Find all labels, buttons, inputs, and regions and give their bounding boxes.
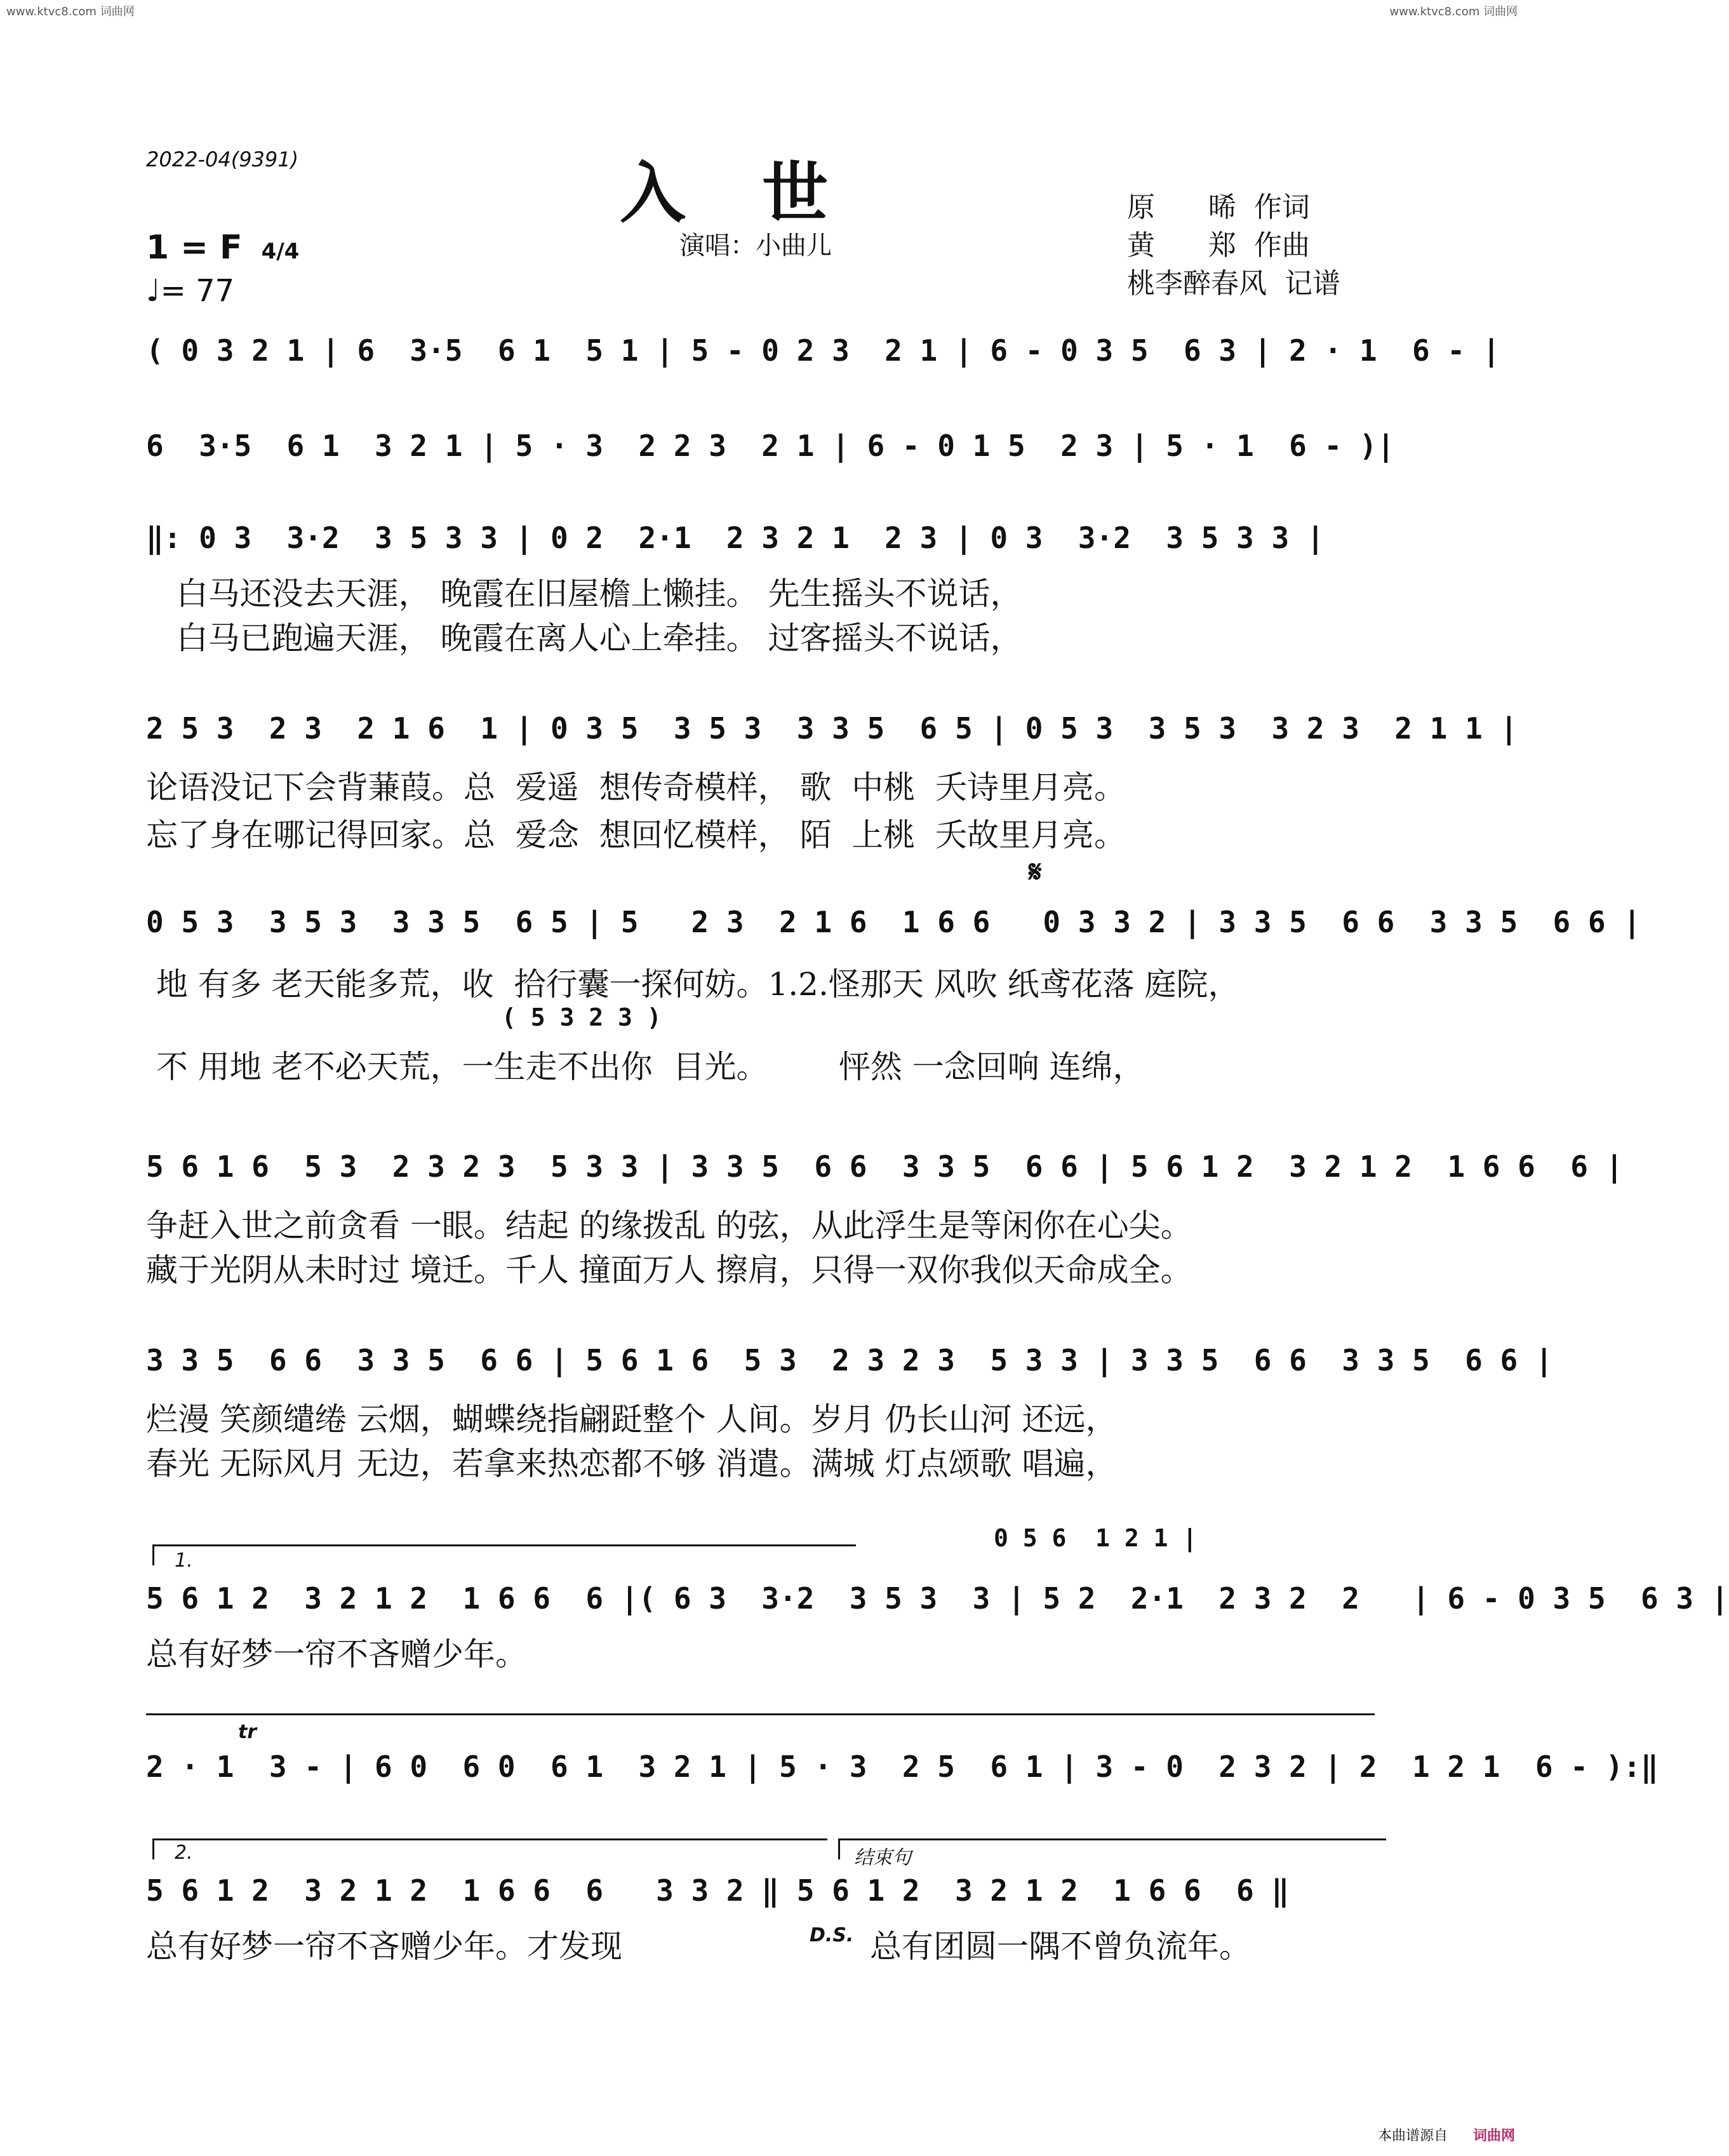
alternate-notes-2: 0 5 6 1 2 1 | [994,1524,1198,1552]
key: 1 = F [146,229,243,267]
site-watermark-left: www.ktvc8.com 词曲网 [6,5,135,18]
key-signature [146,229,299,267]
credit-composer: 黄 郑 作曲 [1127,229,1310,262]
lyric-line-4-verse-1: 论语没记下会背蒹葭。总 爱遥 想传奇模样， 歌 中桃 夭诗里月亮。 [146,769,1126,806]
ending-label: 结束句 [854,1847,911,1869]
credit-lyricist: 原 晞 作词 [1127,191,1310,224]
ending-bracket [838,1838,1386,1859]
lyric-line-3-verse-2: 白马已跑遍天涯， 晚霞在离人心上牵挂。 过客摇头不说话， [146,620,1022,657]
lyric-line-5-verse-2: 不 用地 老不必天荒，一生走不出你 目光。 怦然 一念回响 连绵， [146,1048,1145,1085]
lyric-line-7-verse-2: 春光 无际风月 无边，若拿来热恋都不够 消遣。满城 灯点颂歌 唱遍， [146,1445,1118,1482]
repeat-span-line [146,1713,1375,1715]
lyric-line-4-verse-2: 忘了身在哪记得回家。总 爱念 想回忆模样， 陌 上桃 夭故里月亮。 [146,817,1126,854]
lyric-line-8: 总有好梦一帘不吝赠少年。 [146,1636,527,1673]
singer: 演唱：小曲儿 [679,231,832,260]
trill-mark: tr [238,1721,257,1743]
score-line-3: ‖: 0 3 3·2 3 5 3 3 | 0 2 2·1 2 3 2 1 2 3 | 0 3 3·2 3 5 3 3 | [146,521,1325,555]
lyric-line-3-verse-1: 白马还没去天涯， 晚霞在旧屋檐上懒挂。 先生摇头不说话， [146,575,1022,612]
score-line-10: 5 6 1 2 3 2 1 2 1 6 6 6 3 3 2 ‖ 5 6 1 2 3 2 1 2 1 6 6 6 ‖ [146,1873,1290,1908]
score-line-8: 5 6 1 2 3 2 1 2 1 6 6 6 |( 6 3 3·2 3 5 3 3 | 5 2 2·1 2 3 2 2 | 6 - 0 3 5 6 3 | [146,1581,1729,1616]
score-line-4: 2 5 3 2 3 2 1 6 1 | 0 3 5 3 5 3 3 3 5 6 5 | 0 5 3 3 5 3 3 2 3 2 1 1 | [146,711,1518,746]
volta-2-label: 2. [175,1842,193,1864]
lyric-line-10-b: 总有团圆一隅不曾负流年。 [870,1928,1251,1965]
footer-source: 本曲谱源自 [1377,2128,1448,2144]
tempo: ♩= 77 [146,273,235,309]
footer-logo: 词曲网 [1472,2128,1515,2144]
credit-transcriber: 桃李醉春风 记谱 [1127,267,1340,300]
volta-1-label: 1. [175,1550,193,1572]
segno-mark: 𝄋 [1029,854,1042,890]
time-signature: 4/4 [261,239,300,264]
lyric-line-6-verse-2: 藏于光阴从未时过 境迁。千人 撞面万人 擦肩，只得一双你我似天命成全。 [146,1252,1192,1289]
score-line-9: 2 · 1 3 - | 6 0 6 0 6 1 3 2 1 | 5 · 3 2 5 6 1 | 3 - 0 2 3 2 | 2 1 2 1 6 - ):‖ [146,1750,1659,1784]
lyric-line-7-verse-1: 烂漫 笑颜缱绻 云烟，蝴蝶绕指翩跹整个 人间。岁月 仍长山河 还远， [146,1401,1118,1438]
song-title: 入世 [619,154,904,232]
score-line-1: ( 0 3 2 1 | 6 3·5 6 1 5 1 | 5 - 0 2 3 2 1 | 6 - 0 3 5 6 3 | 2 · 1 6 - | [146,333,1500,368]
lyric-line-5-verse-1: 地 有多 老天能多荒，收 拾行囊一探何妨。1.2.怪那天 风吹 纸鸢花落 庭院， [146,966,1240,1003]
date-code: 2022-04(9391) [146,147,299,171]
ds-mark: D.S. [810,1924,854,1946]
lyric-line-10-a: 总有好梦一帘不吝赠少年。才发现 [146,1928,622,1965]
score-line-7: 3 3 5 6 6 3 3 5 6 6 | 5 6 1 6 5 3 2 3 2 3 5 3 3 | 3 3 5 6 6 3 3 5 6 6 | [146,1343,1553,1377]
score-line-2: 6 3·5 6 1 3 2 1 | 5 · 3 2 2 3 2 1 | 6 - 0 1 5 2 3 | 5 · 1 6 - )| [146,429,1395,463]
alternate-notes: ( 5 3 2 3 ) [502,1003,662,1031]
score-line-6: 5 6 1 6 5 3 2 3 2 3 5 3 3 | 3 3 5 6 6 3 3 5 6 6 | 5 6 1 2 3 2 1 2 1 6 6 6 | [146,1149,1624,1184]
lyric-line-6-verse-1: 争赶入世之前贪看 一眼。结起 的缘拨乱 的弦，从此浮生是等闲你在心尖。 [146,1207,1192,1244]
site-watermark-right: www.ktvc8.com 词曲网 [1389,5,1518,18]
volta-2-bracket [152,1838,827,1859]
volta-1-bracket [152,1544,856,1565]
score-line-5: 0 5 3 3 5 3 3 3 5 6 5 | 5 2 3 2 1 6 1 6 6 0 3 3 2 | 3 3 5 6 6 3 3 5 6 6 | [146,905,1641,939]
